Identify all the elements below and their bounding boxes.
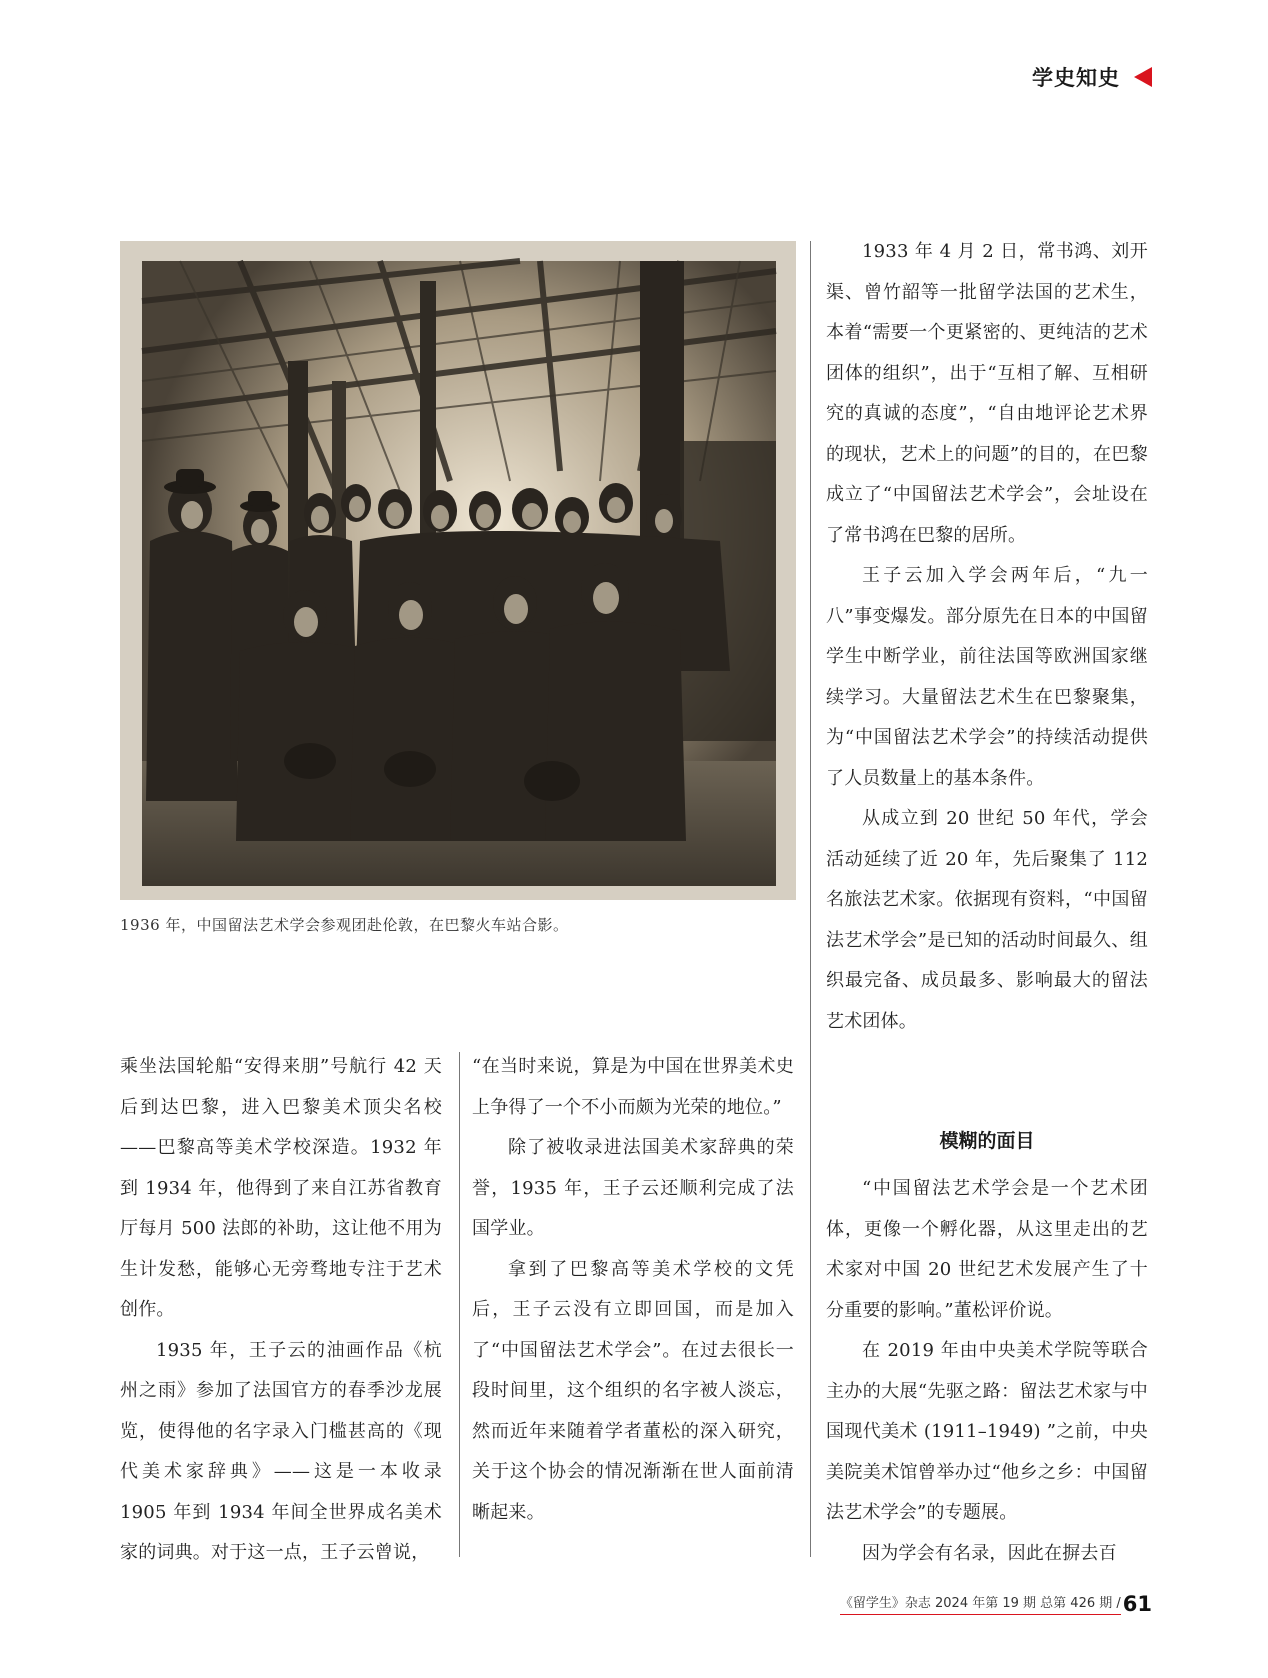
paragraph: 在 2019 年由中央美术学院等联合主办的大展“先驱之路：留法艺术家与中国现代美术 (1911–1949) ”之前，中央美院美术馆曾举办过“他乡之乡：中国留法艺术学会”的专题展。	[826, 1340, 1148, 1523]
article-column-3-top	[826, 232, 1148, 1042]
historical-group-photo	[120, 241, 796, 900]
article-column-3-bottom	[826, 1169, 1148, 1574]
paragraph: “中国留法艺术学会是一个艺术团体，更像一个孵化器，从这里走出的艺术家对中国 20 世纪艺术发展产生了十分重要的影响。”董松评价说。	[826, 1178, 1148, 1321]
paragraph: 拿到了巴黎高等美术学校的文凭后，王子云没有立即回国，而是加入了“中国留法艺术学会”。在过去很长一段时间里，这个组织的名字被人淡忘，然而近年来随着学者董松的深入研究，关于这个协会的情况渐渐在世人面前清晰起来。	[472, 1258, 794, 1523]
paragraph: 从成立到 20 世纪 50 年代，学会活动延续了近 20 年，先后聚集了 112 名旅法艺术家。依据现有资料，“中国留法艺术学会”是已知的活动时间最久、组织最完备、成员最多、影响最大的留法艺术团体。	[826, 808, 1148, 1032]
paragraph: 除了被收录进法国美术家辞典的荣誉，1935 年，王子云还顺利完成了法国学业。	[472, 1137, 794, 1239]
paragraph: “在当时来说，算是为中国在世界美术史上争得了一个不小而颇为光荣的地位。”	[472, 1056, 794, 1118]
section-label: 学史知史	[1032, 66, 1120, 90]
paragraph: 1935 年，王子云的油画作品《杭州之雨》参加了法国官方的春季沙龙展览，使得他的名字录入门槛甚高的《现代美术家辞典》——这是一本收录 1905 年到 1934 年间全世界成名美术家的词典。对于这一点，王子云曾说，	[120, 1339, 442, 1563]
page-number: 61	[1122, 1592, 1152, 1616]
paragraph: 因为学会有名录，因此在摒去百	[862, 1542, 1117, 1564]
column-divider	[810, 241, 811, 1557]
column-divider	[459, 1052, 460, 1557]
section-subheading: 模糊的面目	[939, 1130, 1035, 1152]
photo-illustration	[120, 241, 796, 900]
photo-caption: 1936 年，中国留法艺术学会参观团赴伦敦，在巴黎火车站合影。	[120, 916, 569, 934]
article-column-1	[120, 1047, 442, 1574]
article-column-2	[472, 1047, 794, 1533]
issue-info: 《留学生》杂志 2024 年第 19 期 总第 426 期 /	[840, 1592, 1121, 1615]
paragraph: 乘坐法国轮船“安得来朋”号航行 42 天后到达巴黎，进入巴黎美术顶尖名校——巴黎高等美术学校深造。1932 年到 1934 年，他得到了来自江苏省教育厅每月 500 法郎的补助，这让他不用为生计发愁，能够心无旁骛地专注于艺术创作。	[120, 1056, 442, 1320]
paragraph: 王子云加入学会两年后，“九一八”事变爆发。部分原先在日本的中国留学生中断学业，前往法国等欧洲国家继续学习。大量留法艺术生在巴黎聚集，为“中国留法艺术学会”的持续活动提供了人员数量上的基本条件。	[826, 565, 1148, 789]
section-tag	[1032, 62, 1152, 92]
paragraph: 1933 年 4 月 2 日，常书鸿、刘开渠、曾竹韶等一批留学法国的艺术生，本着“需要一个更紧密的、更纯洁的艺术团体的组织”，出于“互相了解、互相研究的真诚的态度”，“自由地评论艺术界的现状，艺术上的问题”的目的，在巴黎成立了“中国留法艺术学会”，会址设在了常书鸿在巴黎的居所。	[826, 241, 1148, 546]
page-footer	[840, 1592, 1152, 1615]
triangle-marker-icon	[1134, 67, 1152, 87]
